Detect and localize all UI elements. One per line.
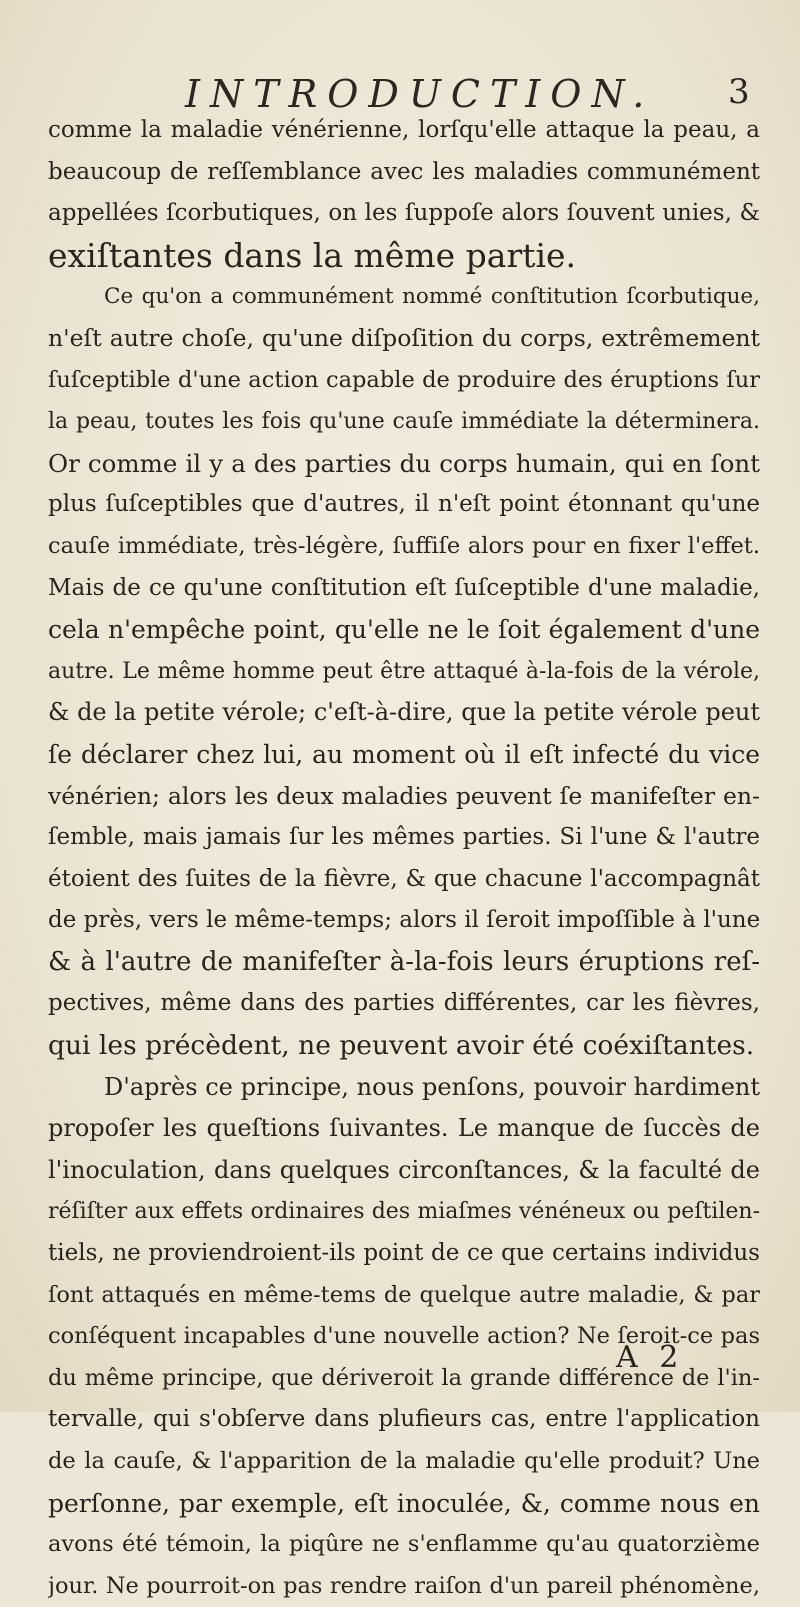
text-line: n'eſt autre choſe, qu'une diſpoſition du corps, extrêmement [48,323,760,352]
text-line: conſéquent incapables d'une nouvelle action? Ne ſeroit-ce pas [48,1323,760,1350]
text-line: & de la petite vérole; c'eſt-à-dire, que la petite vérole peut [48,698,760,727]
text-line: ſemble, mais jamais ſur les mêmes parties. Si l'une & l'autre [48,824,760,851]
text-line: cela n'empêche point, qu'elle ne le ſoit également d'une [48,615,760,645]
text-line: beaucoup de reſſemblance avec les maladies communément [48,158,760,185]
text-line: Ce qu'on a communément nommé conſtitution ſcorbutique, [104,284,760,310]
page-number: 3 [728,72,750,112]
text-line: de près, vers le même-temps; alors il ſeroit impoſſible à l'une [48,907,760,934]
text-line: l'inoculation, dans quelques circonſtances, & la faculté de [48,1155,760,1184]
text-line: tervalle, qui s'obſerve dans plufieurs cas, entre l'application [48,1406,760,1433]
body-text [48,110,760,1607]
text-line: D'après ce principe, nous penſons, pouvoir hardiment [104,1072,760,1101]
text-line: qui les précèdent, ne peuvent avoir été coéxiſtantes. [48,1030,755,1062]
text-line: du même principe, que dériveroit la grande différence de l'in- [48,1364,760,1391]
text-line: avons été témoin, la piqûre ne s'enflamme qu'au quatorzième [48,1531,760,1558]
text-line: propoſer les queſtions ſuivantes. Le manque de ſuccès de [48,1114,760,1143]
text-line: & à l'autre de manifeſter à-la-fois leurs éruptions reſ- [48,946,760,977]
text-line: réſiſter aux effets ordinaires des miaſmes vénéneux ou peſtilen- [48,1199,760,1225]
text-line: autre. Le même homme peut être attaqué à-la-fois de la vérole, [48,658,760,684]
text-line: pectives, même dans des parties différentes, car les fièvres, [48,990,760,1017]
text-line: ſont attaqués en même-tems de quelque autre maladie, & par [48,1281,760,1308]
text-line: ſe déclarer chez lui, au moment où il eſt infecté du vice [48,739,760,769]
text-line: vénérien; alors les deux maladies peuvent ſe manifeſter en- [48,781,760,810]
text-line: appellées ſcorbutiques, on les ſuppoſe alors ſouvent unies, & [48,200,760,227]
text-line: plus ſuſceptibles que d'autres, il n'eſt point étonnant qu'une [48,491,760,518]
signature-mark: A 2 [616,1340,685,1375]
text-line: cauſe immédiate, très-légère, ſuffiſe alors pour en fixer l'effet. [48,532,760,559]
text-line: Mais de ce qu'une conſtitution eſt ſuſceptible d'une maladie, [48,574,760,601]
text-line: la peau, toutes les fois qu'une cauſe immédiate la déterminera. [48,409,760,435]
text-line: perſonne, par exemple, eſt inoculée, &, comme nous en [48,1488,760,1518]
text-line: étoient des ſuites de la fièvre, & que chacune l'accompagnât [48,865,760,892]
running-title: INTRODUCTION. [185,72,655,116]
text-line: tiels, ne proviendroient-ils point de ce que certains individus [48,1240,760,1267]
text-line: exiſtantes dans la même partie. [48,235,577,275]
text-line: de la cauſe, & l'apparition de la maladie qu'elle produit? Une [48,1448,760,1474]
text-line: comme la maladie vénérienne, lorſqu'elle attaque la peau, a [48,117,760,143]
text-line: ſuſceptible d'une action capable de produire des éruptions ſur [48,366,760,393]
text-line: Or comme il y a des parties du corps humain, qui en ſont [48,448,760,478]
text-line: jour. Ne pourroit-on pas rendre raiſon d'un pareil phénomène, [48,1572,760,1599]
